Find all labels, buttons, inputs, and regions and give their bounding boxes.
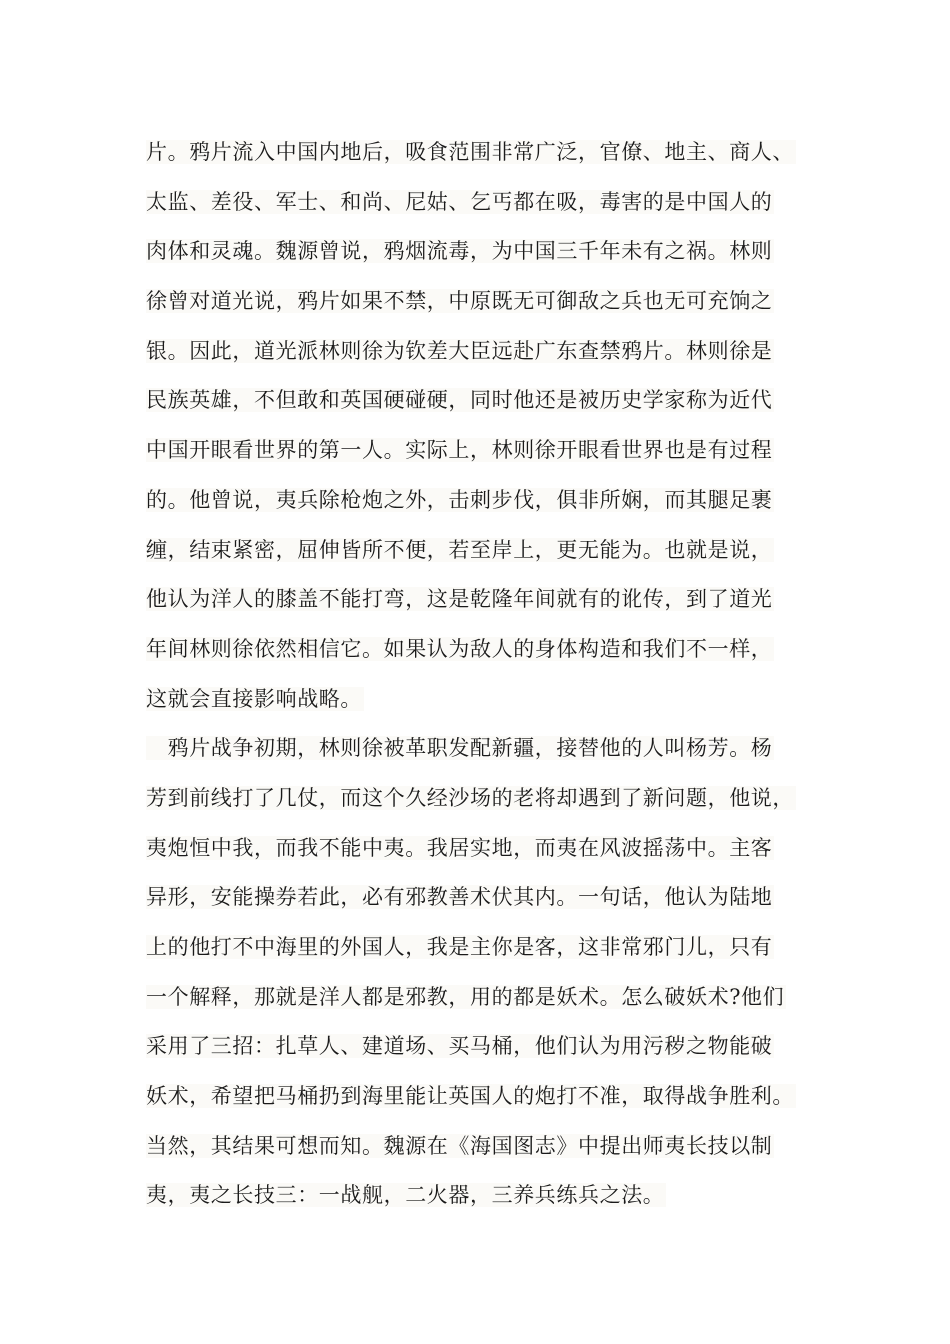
text-line: 夷炮恒中我，而我不能中夷。我居实地，而夷在风波摇荡中。主客: [146, 835, 773, 860]
text-line: 当然，其结果可想而知。魏源在《海国图志》中提出师夷长技以制: [146, 1133, 773, 1158]
paragraph-2: [146, 724, 826, 1221]
text-line: 异形，安能操券若此，必有邪教善术伏其内。一句话，他认为陆地: [146, 885, 773, 910]
text-line: 的。他曾说，夷兵除枪炮之外，击刺步伐，俱非所娴，而其腿足裹: [146, 487, 773, 512]
text-line: 芳到前线打了几仗，而这个久经沙场的老将却遇到了新问题，他说，: [146, 785, 794, 810]
text-line: 片。鸦片流入中国内地后，吸食范围非常广泛，官僚、地主、商人、: [146, 140, 794, 164]
text-line: 缠，结束紧密，屈伸皆所不便，若至岸上，更无能为。也就是说，: [146, 537, 773, 562]
text-line: 民族英雄，不但敢和英国硬碰硬，同时他还是被历史学家称为近代: [146, 388, 773, 413]
text-line: 上的他打不中海里的外国人，我是主你是客，这非常邪门儿，只有: [146, 935, 773, 959]
body-text: [146, 128, 826, 1221]
text-line: 妖术，希望把马桶扔到海里能让英国人的炮打不准，取得战争胜利。: [146, 1084, 794, 1109]
text-line: 鸦片战争初期，林则徐被革职发配新疆，接替他的人叫杨芳。杨: [146, 736, 773, 761]
text-line: 徐曾对道光说，鸦片如果不禁，中原既无可御敌之兵也无可充饷之: [146, 289, 773, 314]
text-line: 年间林则徐依然相信它。如果认为敌人的身体构造和我们不一样，: [146, 636, 773, 661]
text-line: 肉体和灵魂。魏源曾说，鸦烟流毒，为中国三千年未有之祸。林则: [146, 239, 773, 264]
text-line: 这就会直接影响战略。: [146, 686, 362, 711]
text-line: 太监、差役、军士、和尚、尼姑、乞丐都在吸，毒害的是中国人的: [146, 189, 773, 214]
paragraph-1: [146, 128, 826, 724]
text-line: 夷，夷之长技三：一战舰，二火器，三养兵练兵之法。: [146, 1183, 665, 1208]
text-line: 中国开眼看世界的第一人。实际上，林则徐开眼看世界也是有过程: [146, 438, 773, 463]
text-line: 采用了三招：扎草人、建道场、买马桶，他们认为用污秽之物能破: [146, 1034, 773, 1059]
text-line: 他认为洋人的膝盖不能打弯，这是乾隆年间就有的讹传，到了道光: [146, 587, 773, 612]
text-line: 银。因此，道光派林则徐为钦差大臣远赴广东查禁鸦片。林则徐是: [146, 338, 773, 363]
text-line: 一个解释，那就是洋人都是邪教，用的都是妖术。怎么破妖术?他们: [146, 984, 785, 1009]
